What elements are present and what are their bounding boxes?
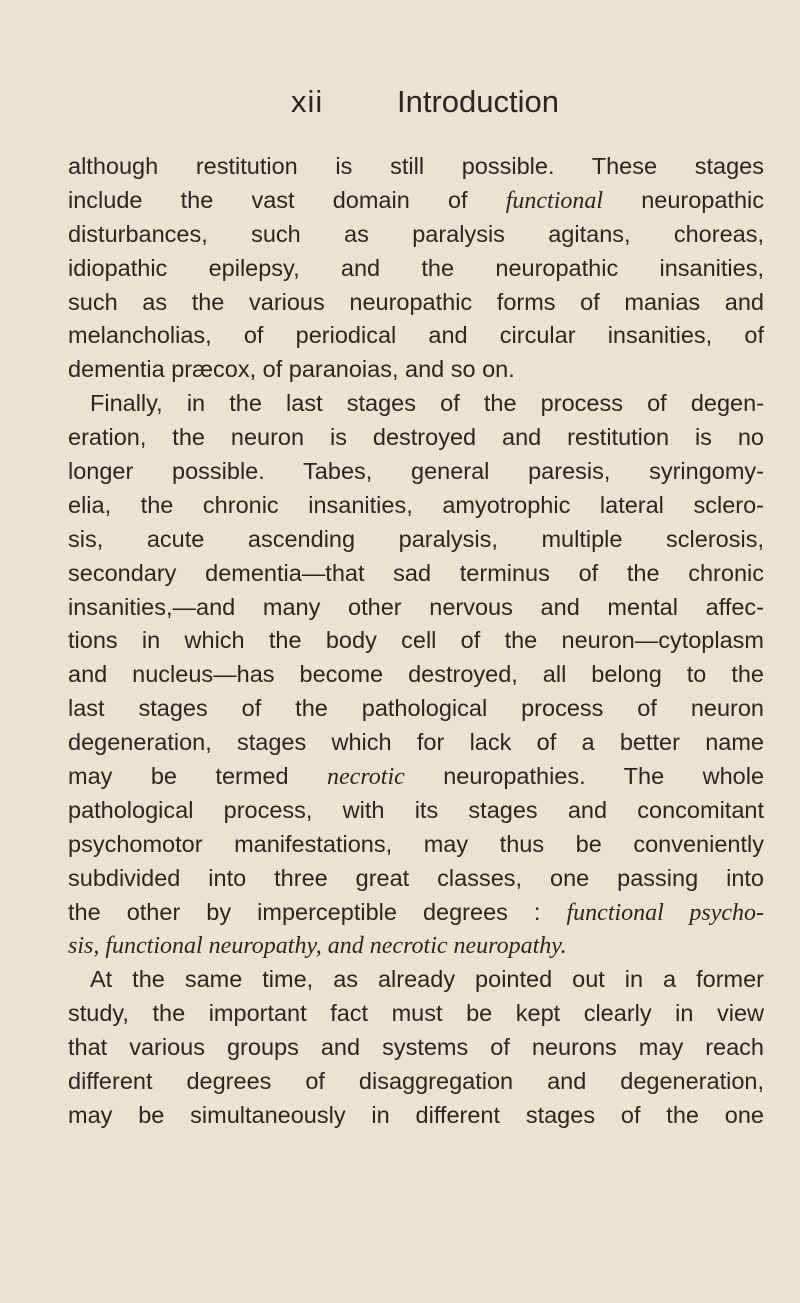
text-line — [68, 387, 764, 421]
text-segment: melancholias, of periodical and circular insanities, of — [68, 322, 764, 349]
text-segment: and nucleus—has become destroyed, all belong to the — [68, 661, 764, 688]
text-line — [68, 1031, 764, 1065]
text-line — [68, 726, 764, 760]
text-segment: subdivided into three great classes, one passing into — [68, 864, 764, 891]
text-segment: study, the important fact must be kept clearly in view — [68, 1000, 764, 1027]
text-segment: pathological process, with its stages and concomitant — [68, 796, 764, 823]
text-line — [68, 489, 764, 523]
italic-text: functional — [505, 187, 604, 214]
text-segment: Finally, in the last stages of the process of degen- — [90, 390, 764, 417]
text-segment: psychomotor manifestations, may thus be conveniently — [68, 830, 764, 857]
text-segment: At the same time, as already pointed out in a former — [90, 966, 764, 993]
text-segment: insanities,—and many other nervous and mental affec- — [68, 593, 764, 620]
text-line — [68, 353, 764, 387]
text-segment: elia, the chronic insanities, amyotrophic lateral sclero- — [68, 491, 764, 518]
text-segment: degeneration, stages which for lack of a better name — [68, 729, 764, 756]
text-line — [68, 286, 764, 320]
text-line — [68, 794, 764, 828]
text-line — [68, 218, 764, 252]
text-line — [68, 658, 764, 692]
page-header — [0, 84, 800, 134]
text-segment: idiopathic epilepsy, and the neuropathic insanities, — [68, 254, 764, 281]
text-line — [68, 929, 764, 963]
italic-text: functional psycho- — [566, 899, 764, 926]
page-number: xii — [291, 84, 324, 119]
text-segment: sis, acute ascending paralysis, multiple sclerosis, — [68, 525, 764, 552]
text-line — [68, 557, 764, 591]
text-line — [68, 997, 764, 1031]
italic-text: sis, functional neuropathy, and necrotic neuropathy. — [68, 933, 567, 960]
text-line — [68, 150, 764, 184]
text-line — [68, 319, 764, 353]
text-segment: different degrees of disaggregation and degeneration, — [68, 1068, 764, 1095]
text-segment: include the vast domain of — [68, 186, 506, 213]
body-text — [68, 150, 764, 1133]
text-segment: although restitution is still possible. These stages — [68, 153, 764, 179]
text-line — [68, 252, 764, 286]
text-segment: disturbances, such as paralysis agitans, choreas, — [68, 220, 764, 247]
running-title: Introduction — [397, 84, 559, 119]
text-segment: that various groups and systems of neurons may reach — [68, 1034, 764, 1061]
text-line — [68, 692, 764, 726]
text-segment: neuropathic — [603, 186, 765, 213]
text-line — [68, 523, 764, 557]
text-line — [68, 624, 764, 658]
text-line — [68, 1099, 764, 1133]
text-line — [68, 896, 764, 930]
text-segment: may be simultaneously in different stages of the one — [68, 1101, 764, 1128]
text-segment: eration, the neuron is destroyed and restitution is no — [68, 424, 764, 451]
text-segment: the other by imperceptible degrees : — [68, 898, 567, 925]
text-segment: tions in which the body cell of the neuron—cytoplasm — [68, 627, 764, 654]
text-line — [68, 963, 764, 997]
text-line — [68, 862, 764, 896]
text-line — [68, 828, 764, 862]
text-segment: such as the various neuropathic forms of manias and — [68, 288, 764, 315]
italic-text: necrotic — [327, 764, 405, 791]
text-segment: longer possible. Tabes, general paresis, syringomy- — [68, 458, 764, 485]
text-segment: last stages of the pathological process of neuron — [68, 695, 764, 722]
text-segment: dementia præcox, of paranoias, and so on. — [68, 356, 515, 383]
text-line — [68, 455, 764, 489]
text-line — [68, 591, 764, 625]
text-line — [68, 1065, 764, 1099]
text-segment: may be termed — [68, 763, 328, 790]
text-line — [68, 421, 764, 455]
text-segment: secondary dementia—that sad terminus of the chronic — [68, 559, 764, 586]
text-segment: neuropathies. The whole — [404, 763, 765, 790]
text-line — [68, 760, 764, 794]
text-line — [68, 184, 764, 218]
